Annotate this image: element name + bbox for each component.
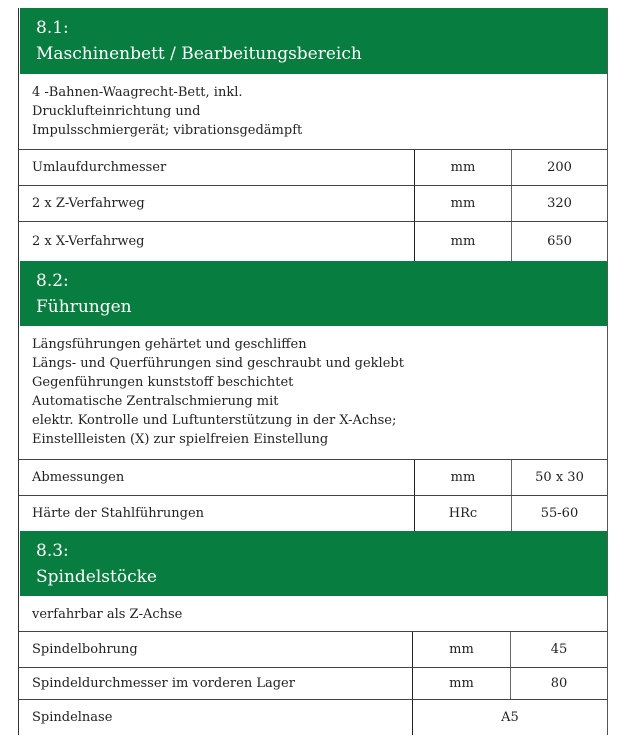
section-header — [20, 8, 607, 74]
row-value: 45 — [550, 642, 568, 657]
row-merged-value: A5 — [501, 710, 519, 725]
row-label: 2 x X-Verfahrweg — [19, 222, 415, 261]
row-value: 50 x 30 — [535, 470, 584, 485]
description-line: elektr. Kontrolle und Luftunterstützung in der X-Achse; — [32, 413, 397, 428]
table-row — [19, 186, 607, 222]
section-8-1 — [19, 8, 607, 261]
row-value: 200 — [547, 160, 572, 175]
row-label: Spindelbohrung — [19, 632, 413, 667]
row-unit: mm — [413, 668, 511, 699]
table-row — [19, 668, 607, 700]
section-description — [19, 326, 607, 460]
row-label: Spindeldurchmesser im vorderen Lager — [19, 668, 413, 699]
section-header — [20, 261, 607, 326]
row-unit: mm — [415, 222, 512, 261]
row-unit: mm — [415, 186, 512, 221]
row-value: 55-60 — [540, 506, 579, 521]
row-unit: mm — [413, 632, 511, 667]
table-row — [19, 460, 607, 496]
description-line: Längsführungen gehärtet und geschliffen — [32, 337, 307, 352]
description-line: Impulsschmiergerät; vibrationsgedämpft — [32, 123, 303, 138]
row-unit: HRc — [415, 496, 512, 531]
description-line: Längs- und Querführungen sind geschraubt und geklebt — [32, 356, 404, 371]
table-row — [19, 150, 607, 186]
spec-sheet — [18, 8, 608, 735]
section-title: Spindelstöcke — [36, 567, 157, 587]
section-description — [19, 596, 607, 632]
row-label: 2 x Z-Verfahrweg — [19, 186, 415, 221]
section-number: 8.2: — [36, 271, 69, 291]
description-line: verfahrbar als Z-Achse — [32, 607, 183, 622]
table-row — [19, 632, 607, 668]
row-label: Härte der Stahlführungen — [19, 496, 415, 531]
table-row — [19, 496, 607, 531]
description-line: Automatische Zentralschmierung mit — [32, 394, 279, 409]
description-line: Gegenführungen kunststoff beschichtet — [32, 375, 294, 390]
section-8-3 — [19, 531, 607, 735]
row-unit: mm — [415, 150, 512, 185]
table-row — [19, 222, 607, 261]
row-unit: mm — [415, 460, 512, 495]
row-label: Spindelnase — [19, 700, 413, 735]
description-line: 4 -Bahnen-Waagrecht-Bett, inkl. — [32, 85, 243, 100]
section-number: 8.3: — [36, 541, 69, 561]
row-label: Abmessungen — [19, 460, 415, 495]
row-value: 80 — [550, 676, 568, 691]
section-title: Maschinenbett / Bearbeitungsbereich — [36, 44, 362, 64]
section-description — [19, 74, 607, 150]
section-number: 8.1: — [36, 18, 69, 38]
description-line: Einstellleisten (X) zur spielfreien Einstellung — [32, 432, 329, 447]
table-row — [19, 700, 607, 735]
section-8-2 — [19, 261, 607, 531]
row-value: 320 — [547, 196, 572, 211]
row-label: Umlaufdurchmesser — [19, 150, 415, 185]
row-value: 650 — [547, 234, 572, 249]
section-title: Führungen — [36, 297, 132, 317]
section-header — [20, 531, 607, 596]
description-line: Drucklufteinrichtung und — [32, 104, 201, 119]
